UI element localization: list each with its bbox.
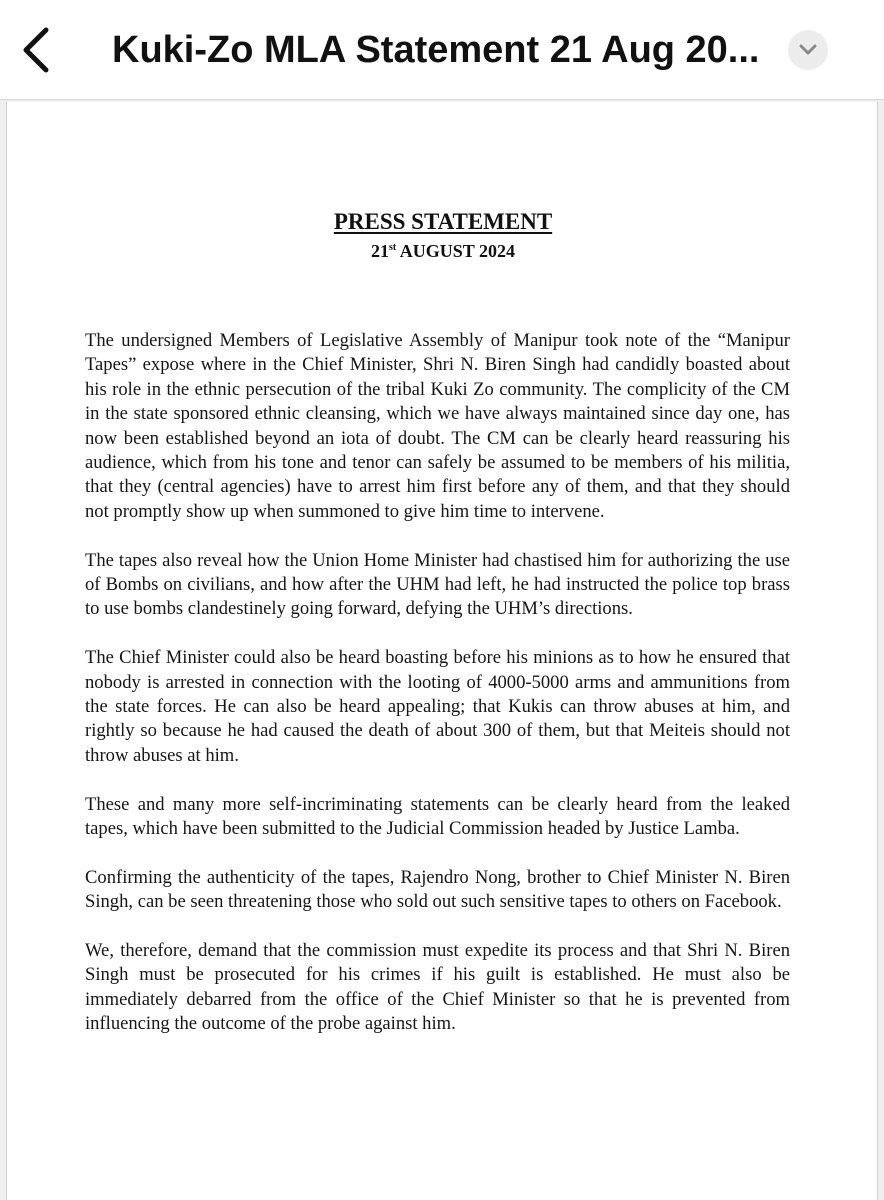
document-title[interactable]: Kuki-Zo MLA Statement 21 Aug 20... [112, 29, 760, 71]
paragraph-5: Confirming the authenticity of the tapes, Rajendro Nong, brother to Chief Minister N. Biren Singh, can be seen threatening those who sold out such sensitive tapes to others on Facebook. [85, 866, 790, 913]
title-menu-button[interactable] [788, 30, 828, 70]
paragraph-4: These and many more self-incriminating statements can be clearly heard from the leaked tapes, which have been submitted to the Judicial Commission headed by Justice Lamba. [85, 793, 790, 840]
chevron-left-icon [14, 24, 58, 76]
date-month-year: AUGUST 2024 [396, 241, 515, 261]
back-button[interactable] [14, 24, 58, 76]
paragraph-2: The tapes also reveal how the Union Home Minister had chastised him for authorizing the use of Bombs on civilians, and how after the UHM had left, he had instructed the police top brass to use bombs clandestinely going forward, defying the UHM’s directions. [85, 549, 790, 620]
chevron-down-icon [799, 43, 817, 57]
top-bar [0, 0, 884, 100]
statement-body [85, 329, 790, 1061]
statement-date [7, 236, 879, 263]
statement-title: PRESS STATEMENT [333, 209, 553, 234]
date-suffix: st [389, 242, 397, 253]
paragraph-6: We, therefore, demand that the commission must expedite its process and that Shri N. Biren Singh must be prosecuted for his crimes if his guilt is established. He must also be immediately debarred from the office of the Chief Minister so that he is prevented from influencing the outcome of the probe against him. [85, 940, 790, 1035]
statement-heading-block [7, 208, 879, 263]
date-day: 21 [371, 241, 390, 261]
paragraph-3: The Chief Minister could also be heard boasting before his minions as to how he ensured that nobody is arrested in connection with the looting of 4000-5000 arms and ammunitions from the state forces. He can also be heard appealing; that Kukis can throw abuses at him, and rightly so because he had caused the death of about 300 of them, but that Meiteis should not throw abuses at him. [85, 647, 790, 766]
document-page [6, 102, 878, 1200]
paragraph-1: The undersigned Members of Legislative Assembly of Manipur took note of the “Manipur Tapes” expose where in the Chief Minister, Shri N. Biren Singh had candidly boasted about his role in the ethnic persecution of the tribal Kuki Zo community. The complicity of the CM in the state sponsored ethnic cleansing, which we have always maintained since day one, has now been established beyond an iota of doubt. The CM can be clearly heard reassuring his audience, which from his tone and tenor can safely be assumed to be members of his militia, that they (central agencies) have to arrest him first before any of them, and that they should not promptly show up when summoned to give him time to intervene. [85, 330, 790, 522]
